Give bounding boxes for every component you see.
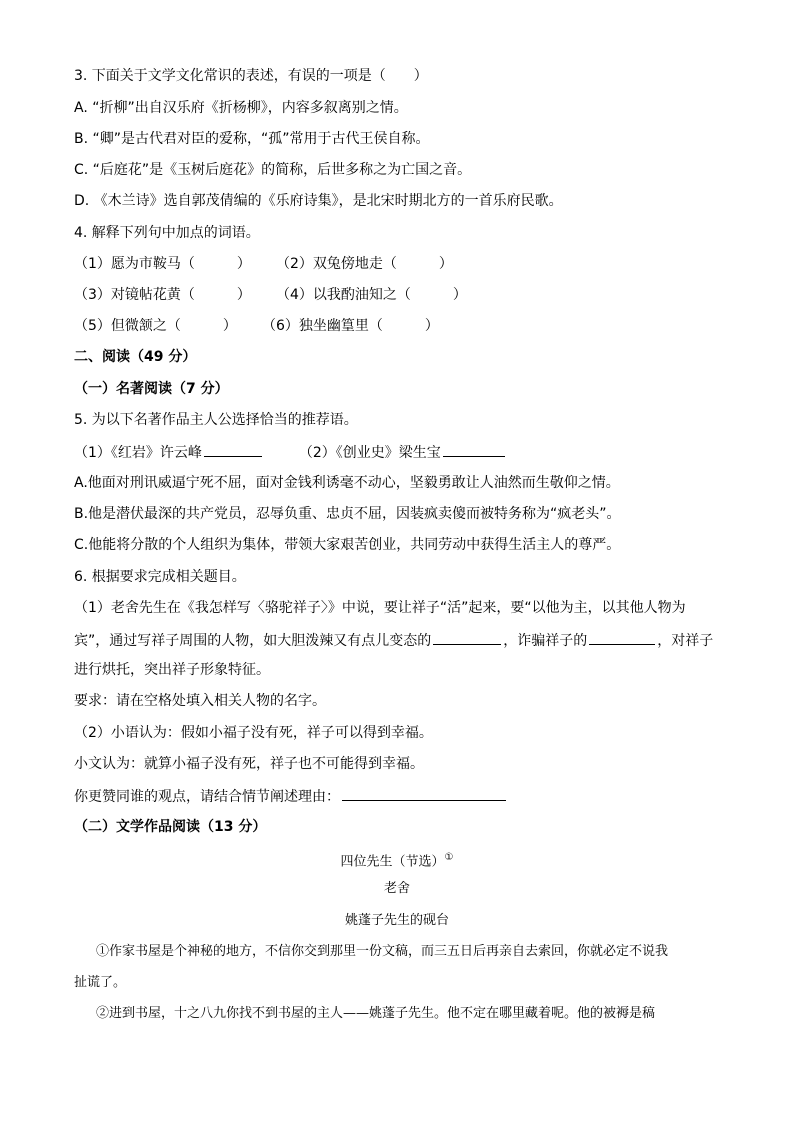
q5-blank-1[interactable] bbox=[204, 442, 262, 457]
section-literature-title: （二）文学作品阅读（13 分） bbox=[74, 819, 267, 835]
article-subtitle: 姚蓬子先生的砚台 bbox=[344, 913, 449, 928]
q6-part2-line2: 小文认为：就算小福子没有死，祥子也不可能得到幸福。 bbox=[74, 756, 424, 772]
q5-option-b: B.他是潜伏最深的共产党员，忍辱负重、忠贞不屈，因装疯卖傻而被特务称为“疯老头”。 bbox=[74, 506, 621, 522]
q6-part2-line3 bbox=[74, 786, 508, 806]
q6-part1-text-a: 宾”，通过写祥子周围的人物，如大胆泼辣又有点儿变态的 bbox=[74, 633, 432, 649]
q5-blank-2[interactable] bbox=[443, 442, 505, 457]
q6-blank-1[interactable] bbox=[433, 630, 501, 645]
q4-item-2: （2）双兔傍地走（ ） bbox=[276, 256, 453, 272]
article-para1-line1: ①作家书屋是个神秘的地方，不信你交到那里一份文稿，而三五日后再亲自去索回，你就必定不说我 bbox=[96, 944, 669, 959]
section-reading-title: 二、阅读（49 分） bbox=[74, 349, 197, 365]
q6-answer-blank[interactable] bbox=[342, 786, 506, 801]
article-title-text: 四位先生（节选） bbox=[340, 854, 445, 870]
q4-item-4: （4）以我酌油知之（ ） bbox=[276, 287, 467, 303]
article-title bbox=[0, 849, 794, 871]
footnote-mark: ① bbox=[444, 852, 454, 863]
q6-part1-text-c: ，对祥子 bbox=[657, 633, 714, 649]
q3-option-d: D. 《木兰诗》选自郭茂倩编的《乐府诗集》，是北宋时期北方的一首乐府民歌。 bbox=[74, 193, 563, 209]
q5-items bbox=[74, 442, 507, 462]
article-para2-line1: ②进到书屋，十之八九你找不到书屋的主人——姚蓬子先生。他不定在哪里藏着呢。他的被褥是稿 bbox=[96, 1006, 656, 1021]
q4-item-6: （6）独坐幽篁里（ ） bbox=[262, 318, 439, 334]
article-author: 老舍 bbox=[383, 881, 410, 896]
q6-question-text: 你更赞同谁的观点，请结合情节阐述理由： bbox=[74, 789, 340, 805]
q6-part2: （2）小语认为：假如小福子没有死，祥子可以得到幸福。 bbox=[74, 725, 433, 741]
q4-stem: 4. 解释下列句中加点的词语。 bbox=[74, 225, 260, 241]
q4-item-1: （1）愿为市鞍马（ ） bbox=[74, 256, 251, 272]
q3-stem: 3. 下面关于文学文化常识的表述，有误的一项是（ ） bbox=[74, 68, 428, 84]
q5-item-2: （2）《创业史》梁生宝 bbox=[298, 445, 441, 461]
q6-part1-text-b: ，诈骗祥子的 bbox=[503, 633, 588, 649]
q6-part1-line3: 进行烘托，突出祥子形象特征。 bbox=[74, 662, 270, 678]
q3-option-a: A. “折柳”出自汉乐府《折杨柳》，内容多叙离别之情。 bbox=[74, 100, 408, 116]
q3-option-c: C. “后庭花”是《玉树后庭花》的简称，后世多称之为亡国之音。 bbox=[74, 162, 472, 178]
q6-part1-line1: （1）老舍先生在《我怎样写〈骆驼祥子〉》中说，要让祥子“活”起来，要“以他为主，以其他人物为 bbox=[74, 600, 686, 616]
q6-requirement: 要求：请在空格处填入相关人物的名字。 bbox=[74, 693, 326, 709]
q3-option-b: B. “卿”是古代君对臣的爱称，“孤”常用于古代王侯自称。 bbox=[74, 131, 430, 147]
q6-stem: 6. 根据要求完成相关题目。 bbox=[74, 569, 246, 585]
q5-option-a: A.他面对刑讯威逼宁死不屈，面对金钱利诱毫不动心，坚毅勇敢让人油然而生敬仰之情。 bbox=[74, 475, 620, 491]
q5-stem: 5. 为以下名著作品主人公选择恰当的推荐语。 bbox=[74, 412, 358, 428]
article-para1-line2: 扯谎了。 bbox=[74, 975, 127, 990]
q5-item-1: （1）《红岩》许云峰 bbox=[74, 445, 202, 461]
q4-item-3: （3）对镜帖花黄（ ） bbox=[74, 287, 251, 303]
q4-item-5: （5）但微颔之（ ） bbox=[74, 318, 237, 334]
q6-blank-2[interactable] bbox=[589, 630, 655, 645]
q5-option-c: C.他能将分散的个人组织为集体，带领大家艰苦创业，共同劳动中获得生活主人的尊严。 bbox=[74, 537, 621, 553]
q6-part1-line2 bbox=[74, 630, 713, 650]
section-classics-title: （一）名著阅读（7 分） bbox=[74, 381, 229, 397]
